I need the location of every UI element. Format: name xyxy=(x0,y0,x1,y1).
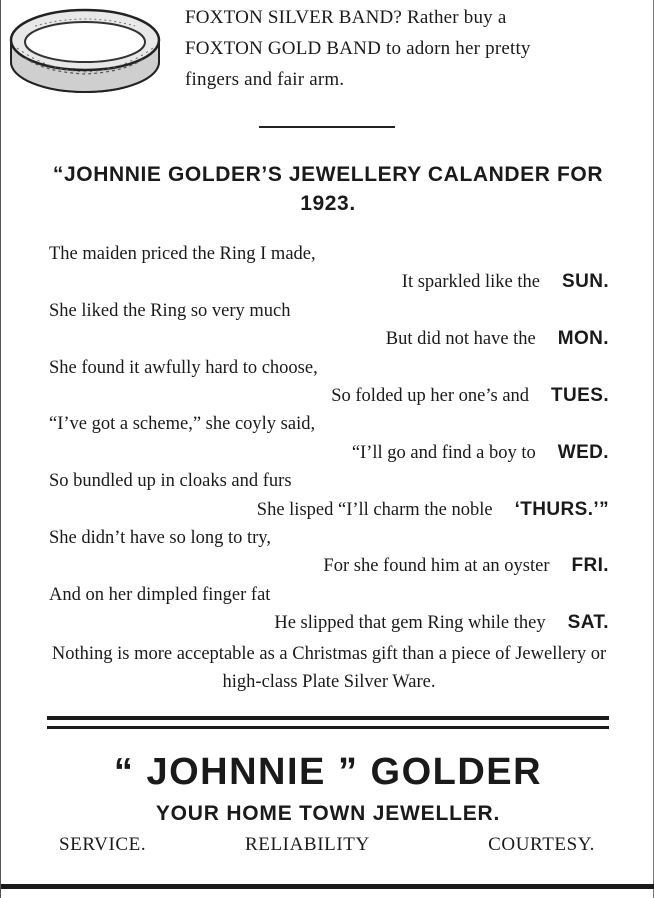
closing-text: Nothing is more acceptable as a Christmas gift than a piece of Jewellery or high-class Plate Silver Ware. xyxy=(51,644,607,692)
intro-line: fingers and fair arm. xyxy=(185,69,345,90)
bottom-rule xyxy=(1,884,654,889)
weekday-label: MON. xyxy=(557,328,609,350)
intro-line: FOXTON SILVER BAND? Rather buy a xyxy=(185,7,507,28)
calendar-poem xyxy=(49,240,609,637)
weekday-label: TUES. xyxy=(551,384,609,406)
poem-line: “I’ve got a scheme,” she coyly said, xyxy=(49,414,316,435)
poem-line-text: But did not have the xyxy=(385,329,536,350)
poem-line-text: She lisped “I’ll charm the noble xyxy=(256,499,493,520)
weekday-label: SAT. xyxy=(567,612,609,634)
double-rule-bottom xyxy=(47,726,609,729)
poem-line-text: He slipped that gem Ring while they xyxy=(274,613,546,634)
motto-service: SERVICE. xyxy=(59,834,147,855)
weekday-label: FRI. xyxy=(571,555,609,577)
calendar-heading xyxy=(31,160,625,218)
poem-line: She didn’t have so long to try, xyxy=(49,527,271,548)
gold-band-ring-icon xyxy=(5,0,165,100)
poem-line: She liked the Ring so very much xyxy=(49,300,291,321)
poem-line xyxy=(49,496,609,524)
intro-text xyxy=(185,2,645,95)
poem-line xyxy=(49,268,609,296)
poem-line-text: “I’ll go and find a boy to xyxy=(351,442,536,463)
intro-line: FOXTON GOLD BAND to adorn her pretty xyxy=(185,38,531,59)
poem-line-text: So folded up her one’s and xyxy=(331,385,530,406)
weekday-label: SUN. xyxy=(562,271,609,293)
poem-line: The maiden priced the Ring I made, xyxy=(49,244,316,264)
motto-courtesy: COURTESY. xyxy=(488,834,595,855)
weekday-label: WED. xyxy=(557,441,609,463)
double-rule-top xyxy=(47,716,609,720)
motto-reliability: RELIABILITY xyxy=(245,834,370,855)
poem-line xyxy=(49,552,609,580)
weekday-label: ‘THURS.’” xyxy=(514,498,609,520)
poem-line-text: For she found him at an oyster xyxy=(323,556,550,577)
poem-line: And on her dimpled finger fat xyxy=(49,584,271,605)
poem-line: She found it awfully hard to choose, xyxy=(49,357,318,378)
poem-line xyxy=(49,609,609,637)
poem-line xyxy=(49,439,609,467)
heading-line: 1923. xyxy=(300,192,356,215)
tagline: YOUR HOME TOWN JEWELLER. xyxy=(155,802,501,825)
heading-line: “JOHNNIE GOLDER’S JEWELLERY CALANDER FOR xyxy=(52,163,604,186)
motto-row xyxy=(59,834,595,864)
poem-line-text: It sparkled like the xyxy=(401,272,540,293)
poem-line xyxy=(49,382,609,410)
brand-name: “ JOHNNIE ” GOLDER xyxy=(113,751,543,793)
short-divider xyxy=(259,126,395,128)
poem-line: So bundled up in cloaks and furs xyxy=(49,471,292,492)
poem-line xyxy=(49,325,609,353)
